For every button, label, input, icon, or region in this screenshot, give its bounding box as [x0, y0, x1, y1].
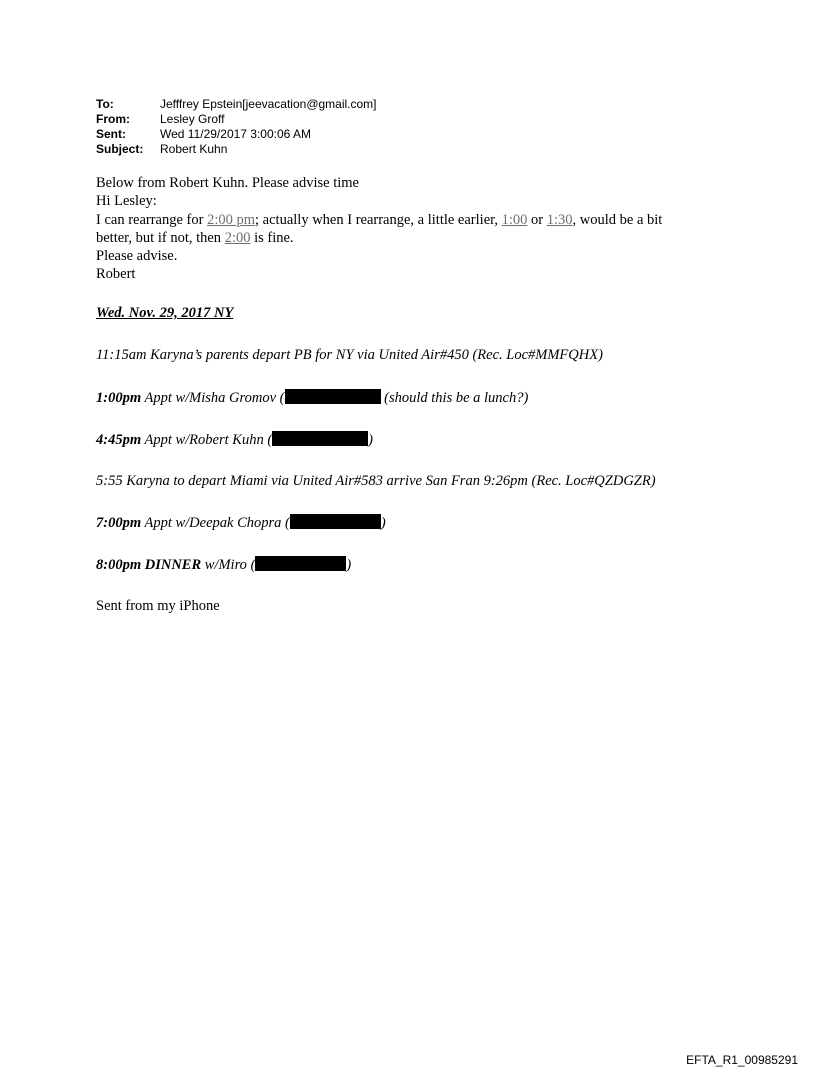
- body-line-2: Hi Lesley:: [96, 193, 157, 210]
- time-link-130[interactable]: 1:30: [546, 211, 573, 228]
- subject-value: Robert Kuhn: [160, 142, 228, 156]
- body-line-4: [96, 229, 736, 247]
- email-body: [96, 174, 736, 284]
- sent-row: [96, 127, 377, 142]
- redaction-block: [255, 556, 346, 571]
- schedule-paren: (: [285, 515, 290, 531]
- body-text: , would be a bit: [572, 211, 663, 228]
- from-value: Lesley Groff: [160, 112, 225, 126]
- schedule-text: (should this be a lunch?): [380, 390, 529, 406]
- body-text: better, but if not, then: [96, 229, 225, 246]
- email-header: [96, 97, 377, 157]
- body-line-5: Please advise.: [96, 248, 178, 265]
- body-text: is fine.: [250, 229, 294, 246]
- schedule-date-heading: Wed. Nov. 29, 2017 NY: [96, 305, 234, 321]
- body-line-6: Robert: [96, 266, 136, 283]
- schedule-item-3: [96, 431, 373, 449]
- from-row: [96, 112, 377, 127]
- schedule-paren: ): [368, 432, 374, 448]
- redaction-block: [285, 389, 381, 404]
- to-label: To:: [96, 97, 114, 111]
- signature: Sent from my iPhone: [96, 598, 220, 614]
- schedule-time: 8:00pm DINNER: [96, 557, 202, 573]
- schedule-paren: (: [250, 557, 256, 573]
- body-text: I can rearrange for: [96, 211, 208, 228]
- schedule-time: 1:00pm: [96, 390, 142, 406]
- to-row: [96, 97, 377, 112]
- schedule-item-5: [96, 514, 386, 532]
- document-id: EFTA_R1_00985291: [686, 1053, 798, 1067]
- schedule-item-2: [96, 389, 528, 407]
- schedule-paren: (: [267, 432, 273, 448]
- from-label: From:: [96, 112, 130, 126]
- subject-row: [96, 142, 377, 157]
- body-text: or: [527, 211, 547, 228]
- body-text: ; actually when I rearrange, a little earlier,: [255, 211, 502, 228]
- time-link-100[interactable]: 1:00: [501, 211, 528, 228]
- schedule-text: w/Miro: [201, 557, 251, 573]
- time-link-200pm[interactable]: 2:00 pm: [207, 211, 256, 228]
- time-link-200[interactable]: 2:00: [224, 229, 251, 246]
- body-line-1: Below from Robert Kuhn. Please advise time: [96, 175, 359, 191]
- sent-label: Sent:: [96, 127, 126, 141]
- body-line-3: [96, 211, 736, 229]
- schedule-item-6: [96, 556, 351, 574]
- to-value: Jefffrey Epstein[jeevacation@gmail.com]: [160, 97, 377, 111]
- schedule-text: Appt w/Robert Kuhn: [141, 432, 268, 448]
- schedule-paren: ): [346, 557, 352, 573]
- subject-label: Subject:: [96, 142, 144, 156]
- schedule-paren: ): [380, 515, 386, 531]
- schedule-paren: (: [279, 390, 285, 406]
- schedule-time: 4:45pm: [96, 432, 142, 448]
- redaction-block: [290, 514, 381, 529]
- schedule-text: Appt w/Deepak Chopra: [141, 515, 286, 531]
- schedule-item-4: 5:55 Karyna to depart Miami via United Air#583 arrive San Fran 9:26pm (Rec. Loc#QZDGZR): [96, 473, 656, 489]
- schedule-text: Appt w/Misha Gromov: [141, 390, 280, 406]
- schedule-item-1: 11:15am Karyna’s parents depart PB for NY via United Air#450 (Rec. Loc#MMFQHX): [96, 347, 603, 363]
- redaction-block: [272, 431, 368, 446]
- schedule-time: 7:00pm: [96, 515, 142, 531]
- sent-value: Wed 11/29/2017 3:00:06 AM: [160, 127, 312, 141]
